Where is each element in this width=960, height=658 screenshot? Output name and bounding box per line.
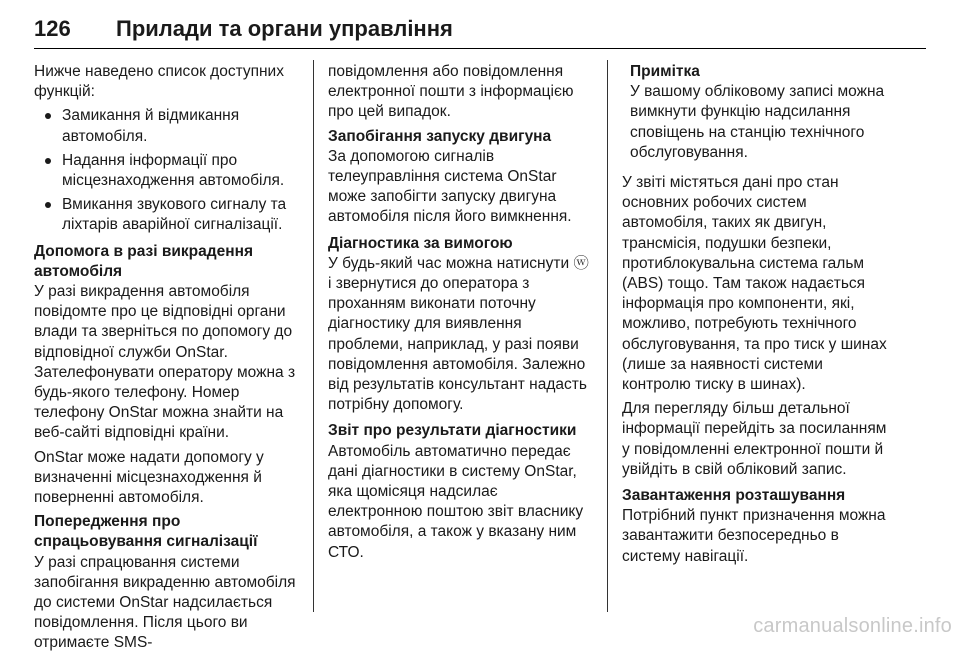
list-item: Надання інформації про місцезнаходження автомобіля. bbox=[34, 151, 298, 191]
list-item: Замикання й відмикання автомобіля. bbox=[34, 106, 298, 146]
page-title: Прилади та органи управління bbox=[116, 16, 453, 41]
column-divider bbox=[607, 60, 608, 612]
column-1 bbox=[34, 62, 298, 658]
section-heading: Діагностика за вимогою bbox=[328, 234, 513, 252]
section-heading: Запобігання запуску двигуна bbox=[328, 127, 552, 145]
column-2 bbox=[328, 62, 592, 567]
feature-list bbox=[34, 106, 298, 235]
note-heading: Примітка bbox=[630, 63, 700, 80]
destination-section bbox=[622, 486, 892, 567]
column-3 bbox=[622, 62, 892, 571]
paragraph: Потрібний пункт призначення можна завантажити безпосередньо в систему навігації. bbox=[622, 507, 886, 565]
section-heading: Завантаження розташування bbox=[622, 487, 846, 505]
list-item: Вмикання звукового сигналу та ліхтарів аварійної сигналізації. bbox=[34, 195, 298, 235]
paragraph: Для перегляду більш детальної інформації перейдіть за посиланням у повідомленні електронної пошти й увійдіть в свій обліковий запис. bbox=[622, 400, 887, 478]
alarm-section bbox=[34, 512, 298, 653]
paragraph: За допомогою сигналів телеуправління система OnStar може запобігти запуску двигуна автомобіля після його вимкнення. bbox=[328, 147, 572, 226]
prevent-section bbox=[328, 127, 592, 228]
diagnostics-section bbox=[328, 234, 592, 416]
section-heading: Звіт про результати діагностики bbox=[328, 422, 577, 440]
paragraph: Автомобіль автоматично передає дані діагностики в систему OnStar, яка щомісяця надсилає електронною поштою звіт власнику автомобіля, а також у вказану ним СТО. bbox=[328, 442, 584, 561]
page-number: 126 bbox=[34, 16, 71, 41]
paragraph: У звіті містяться дані про стан основних робочих систем автомобіля, таких як двигун, трансмісія, подушки безпеки, протиблокувальна система гальм (ABS) тощо. Там також надається інформація про компоненти, які, можливо, потребують технічного обслуговування, та про тиск у шинах (лише за наявності системи контролю тиску в шинах). bbox=[622, 174, 887, 394]
report-section bbox=[328, 421, 592, 562]
column-divider bbox=[313, 60, 314, 612]
page-header bbox=[34, 14, 926, 49]
section-heading: Допомога в разі викрадення автомобіля bbox=[34, 242, 253, 280]
theft-section bbox=[34, 242, 298, 509]
paragraph: У разі спрацювання системи запобігання викраденню автомобіля до системи OnStar надсилається повідомлення. Після цього ви отримаєте SMS- bbox=[34, 553, 296, 652]
note-text: У вашому обліковому записі можна вимкнути функцію надсилання сповіщень на станцію технічного обслуговування. bbox=[630, 83, 885, 161]
watermark: carmanualsonline.info bbox=[753, 615, 952, 637]
note-box bbox=[622, 62, 892, 163]
intro-text: Нижче наведено список доступних функцій: bbox=[34, 63, 284, 101]
paragraph: OnStar може надати допомогу у визначенні місцезнаходження й поверненні автомобіля. bbox=[34, 448, 264, 507]
paragraph: У будь-який час можна натиснути ⓦ і звернутися до оператора з проханням виконати поточну діагностику для виявлення проблеми, наприклад, у разі появи повідомлення автомобіля. Залежно від результатів консультант надасть потрібну допомогу. bbox=[328, 254, 589, 414]
paragraph: У разі викрадення автомобіля повідомте про це відповідні органи влади та зверніться по допомогу до відповідної служби OnStar. Зателефонувати оператору можна з будь-якого телефону. Номер телефону OnStar можна знайти на веб-сайті відповідні країни. bbox=[34, 283, 296, 442]
section-heading: Попередження про спрацьовування сигналізації bbox=[34, 513, 258, 551]
paragraph: повідомлення або повідомлення електронної пошти з інформацією про цей випадок. bbox=[328, 63, 574, 121]
